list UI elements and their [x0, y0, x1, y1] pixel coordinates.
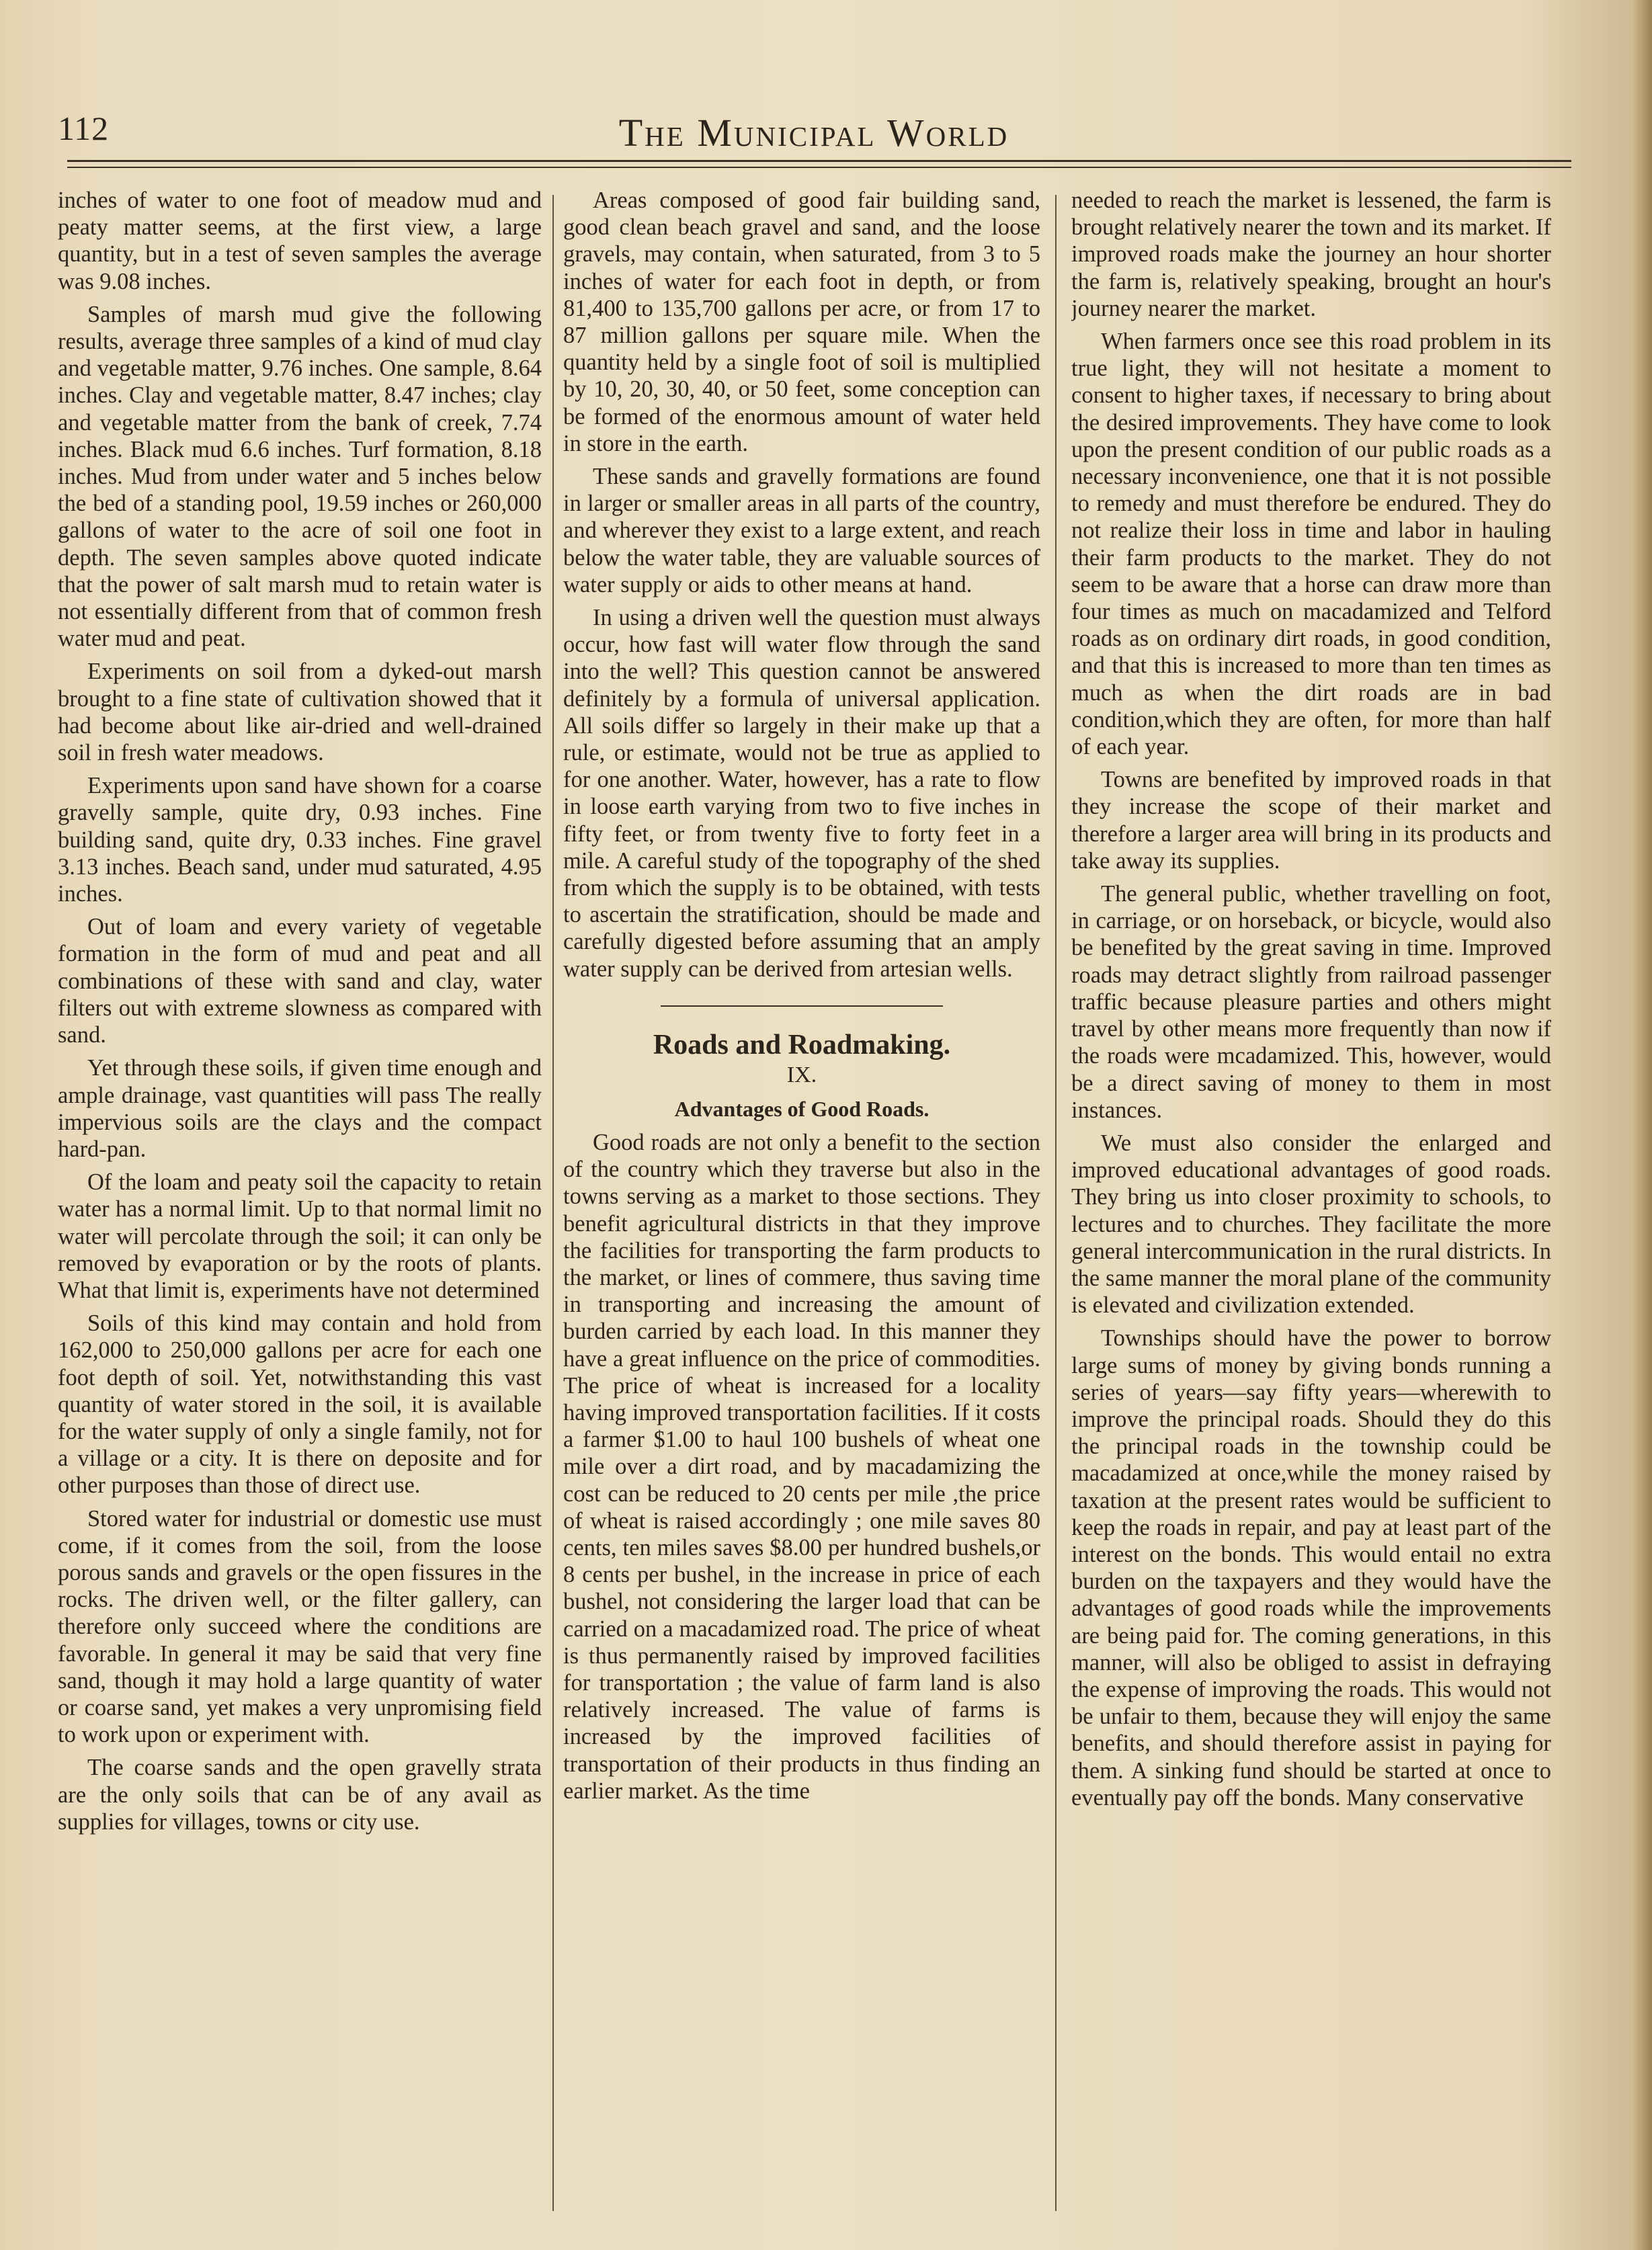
header-rule-bottom	[67, 167, 1571, 168]
paragraph: Areas composed of good fair building sand, good clean beach gravel and sand, and the loose gravels, may contain, when saturated, from 3 to 5 inches of water for each foot in depth, or from 81,400 to 135,700 gallons per acre, or from 17 to 87 million gallons per square mile. When the quantity held by a single foot of soil is multiplied by 10, 20, 30, 40, or 50 feet, some conception can be formed of the enormous amount of water held in store in the earth.	[563, 188, 1040, 456]
page-number: 112	[58, 110, 110, 147]
paragraph: When farmers once see this road problem in its true light, they will not hesitate a moment to consent to higher taxes, if necessary to bring about the desired improvements. They have come to look upon the present condition of our public roads as a necessary inconvenience, one that it is not possible to remedy and must therefore be endured. They do not realize their loss in time and labor in hauling their farm products to the market. They do not seem to be aware that a horse can draw more than four times as much on macadamized and Telford roads as on ordinary dirt roads, in good condition, and that this is increased to more than ten times as much as when the dirt roads are in bad condition,which they are often, for more than half of each year.	[1071, 329, 1551, 760]
section-number: IX.	[786, 1062, 817, 1087]
paragraph: Towns are benefited by improved roads in that they increase the scope of their market and therefore a larger area will bring in its products and take away its supplies.	[1071, 767, 1551, 874]
paragraph: Out of loam and every variety of vegetable formation in the form of mud and peat and all combinations of these with sand and clay, water filters out with extreme slowness as compared with sand.	[58, 914, 542, 1048]
paragraph: Experiments upon sand have shown for a coarse gravelly sample, quite dry, 0.93 inches. Fine building sand, quite dry, 0.33 inches. Fine gravel 3.13 inches. Beach sand, under mud saturated, 4.95 inches.	[58, 773, 542, 907]
running-title: The Municipal World	[618, 111, 1009, 155]
header-rule-top	[67, 160, 1571, 162]
paragraph: We must also consider the enlarged and improved educational advantages of good roads. They bring us into closer proximity to schools, to lectures and to churches. They facilitate the more general intercommunication in the rural districts. In the same manner the moral plane of the community is elevated and civilization extended.	[1071, 1130, 1551, 1319]
paragraph: inches of water to one foot of meadow mud and peaty matter seems, at the first view, a large quantity, but in a test of seven samples the average was 9.08 inches.	[58, 188, 542, 294]
paragraph: Soils of this kind may contain and hold from 162,000 to 250,000 gallons per acre for each one foot depth of soil. Yet, notwithstanding this vast quantity of water stored in the soil, it is available for the water supply of only a single family, not for a village or a city. It is there on deposite and for other purposes than those of direct use.	[58, 1310, 542, 1499]
paragraph: Samples of marsh mud give the following results, average three samples of a kind of mud clay and vegetable matter, 9.76 inches. One sample, 8.64 inches. Clay and vegetable matter, 8.47 inches; clay and vegetable matter from the bank of creek, 7.74 inches. Black mud 6.6 inches. Turf formation, 8.18 inches. Mud from under water and 5 inches below the bed of a standing pool, 19.59 inches or 260,000 gallons of water to the acre of soil one foot in depth. The seven samples above quoted indicate that the power of salt marsh mud to retain water is not essentially different from that of common fresh water mud and peat.	[58, 301, 542, 652]
paragraph: The coarse sands and the open gravelly strata are the only soils that can be of any avail as supplies for villages, towns or city use.	[58, 1755, 542, 1835]
column-1	[58, 187, 542, 2223]
page-edge	[1633, 0, 1652, 2250]
page-header	[58, 101, 1570, 161]
section-subtitle: Advantages of Good Roads.	[674, 1096, 930, 1121]
paragraph: These sands and gravelly formations are found in larger or smaller areas in all parts of the country, and wherever they exist to a large extent, and reach below the water table, they are valuable sources of water supply or aids to other means at hand.	[563, 464, 1040, 597]
paragraph: Yet through these soils, if given time enough and ample drainage, vast quantities will pass The really impervious soils are the clays and the compact hard-pan.	[58, 1055, 542, 1162]
paragraph: The general public, whether travelling on foot, in carriage, or on horseback, or bicycle, would also be benefited by the great saving in time. Improved roads may detract slightly from railroad passenger traffic because pleasure parties and others might travel by other means more frequently than now if the roads were mcadamized. This, however, would be a direct saving of money to them in most instances.	[1071, 881, 1551, 1123]
paragraph: Experiments on soil from a dyked-out marsh brought to a fine state of cultivation showed that it had become about like air-dried and well-drained soil in fresh water meadows.	[58, 659, 542, 766]
paragraph: Good roads are not only a benefit to the section of the country which they traverse but also in the towns serving as a market to those sections. They benefit agricultural districts in that they improve the facilities for transporting the farm products to the market, or lines of commere, thus saving time in transporting and increasing the amount of burden carried by each load. In this manner they have a great influence on the price of commodities. The price of wheat is increased for a locality having improved transportation facilities. If it costs a farmer $1.00 to haul 100 bushels of wheat one mile over a dirt road, and by macadamizing the cost can be reduced to 20 cents per mile ,the price of wheat is raised accordingly ; one mile saves 80 cents, ten miles saves $8.00 per hundred bushels,or 8 cents per bushel, in the increase in price of each bushel, not considering the larger load that can be carried on a macadamized road. The price of wheat is thus permanently raised by improved facilities for transportation ; the value of farm land is also relatively increased. The value of farms is increased by the improved facilities of transportation of their products in thus finding an earlier market. As the time	[563, 1129, 1040, 1804]
paragraph: Of the loam and peaty soil the capacity to retain water has a normal limit. Up to that normal limit no water will percolate through the soil; it can only be removed by evaporation or by the roots of plants. What that limit is, experiments have not determined	[58, 1169, 542, 1303]
paragraph: Stored water for industrial or domestic use must come, if it comes from the soil, from the loose porous sands and gravels or the open fissures in the rocks. The driven well, or the filter gallery, can therefore only succeed where the conditions are favorable. In general it may be said that very fine sand, though it may hold a large quantity of water or coarse sand, yet makes a very unpromising field to work upon or experiment with.	[58, 1505, 542, 1748]
paragraph: Townships should have the power to borrow large sums of money by giving bonds running a series of years—say fifty years—wherewith to improve the principal roads. Should they do this the principal roads in the township could be macadamized at once,while the money raised by taxation at the present rates would be sufficient to keep the roads in repair, and pay at least part of the interest on the bonds. This would entail no extra burden on the taxpayers and they would have the advantages of good roads while the improvements are being paid for. The coming generations, in this manner, will also be obliged to assist in defraying the expense of improving the roads. This would not be unfair to them, because they will enjoy the same benefits, and should therefore assist in paying for them. A sinking fund should be started at once to eventually pay off the bonds. Many conservative	[1071, 1325, 1551, 1810]
column-divider	[552, 195, 554, 2211]
column-3	[1071, 187, 1551, 2223]
section-rule	[661, 1005, 943, 1007]
paragraph: In using a driven well the question must always occur, how fast will water flow through the sand into the well? This question cannot be answered definitely by a formula of universal application. All soils differ so largely in their make up that a rule, or estimate, would not be true as applied to for one another. Water, however, has a rate to flow in loose earth varying from two to five inches in fifty feet, or from twenty five to forty feet in a mile. A careful study of the topography of the shed from which the supply is to be obtained, with tests to ascertain the stratification, should be made and carefully digested before assuming that an amply water supply can be derived from artesian wells.	[563, 605, 1040, 982]
paragraph: needed to reach the market is lessened, the farm is brought relatively nearer the town and its market. If improved roads make the journey an hour shorter the farm is, relatively speaking, brought an hour's journey nearer the market.	[1071, 188, 1551, 321]
section-title: Roads and Roadmaking.	[653, 1029, 951, 1060]
column-2	[563, 187, 1040, 2223]
column-divider	[1055, 195, 1057, 2211]
